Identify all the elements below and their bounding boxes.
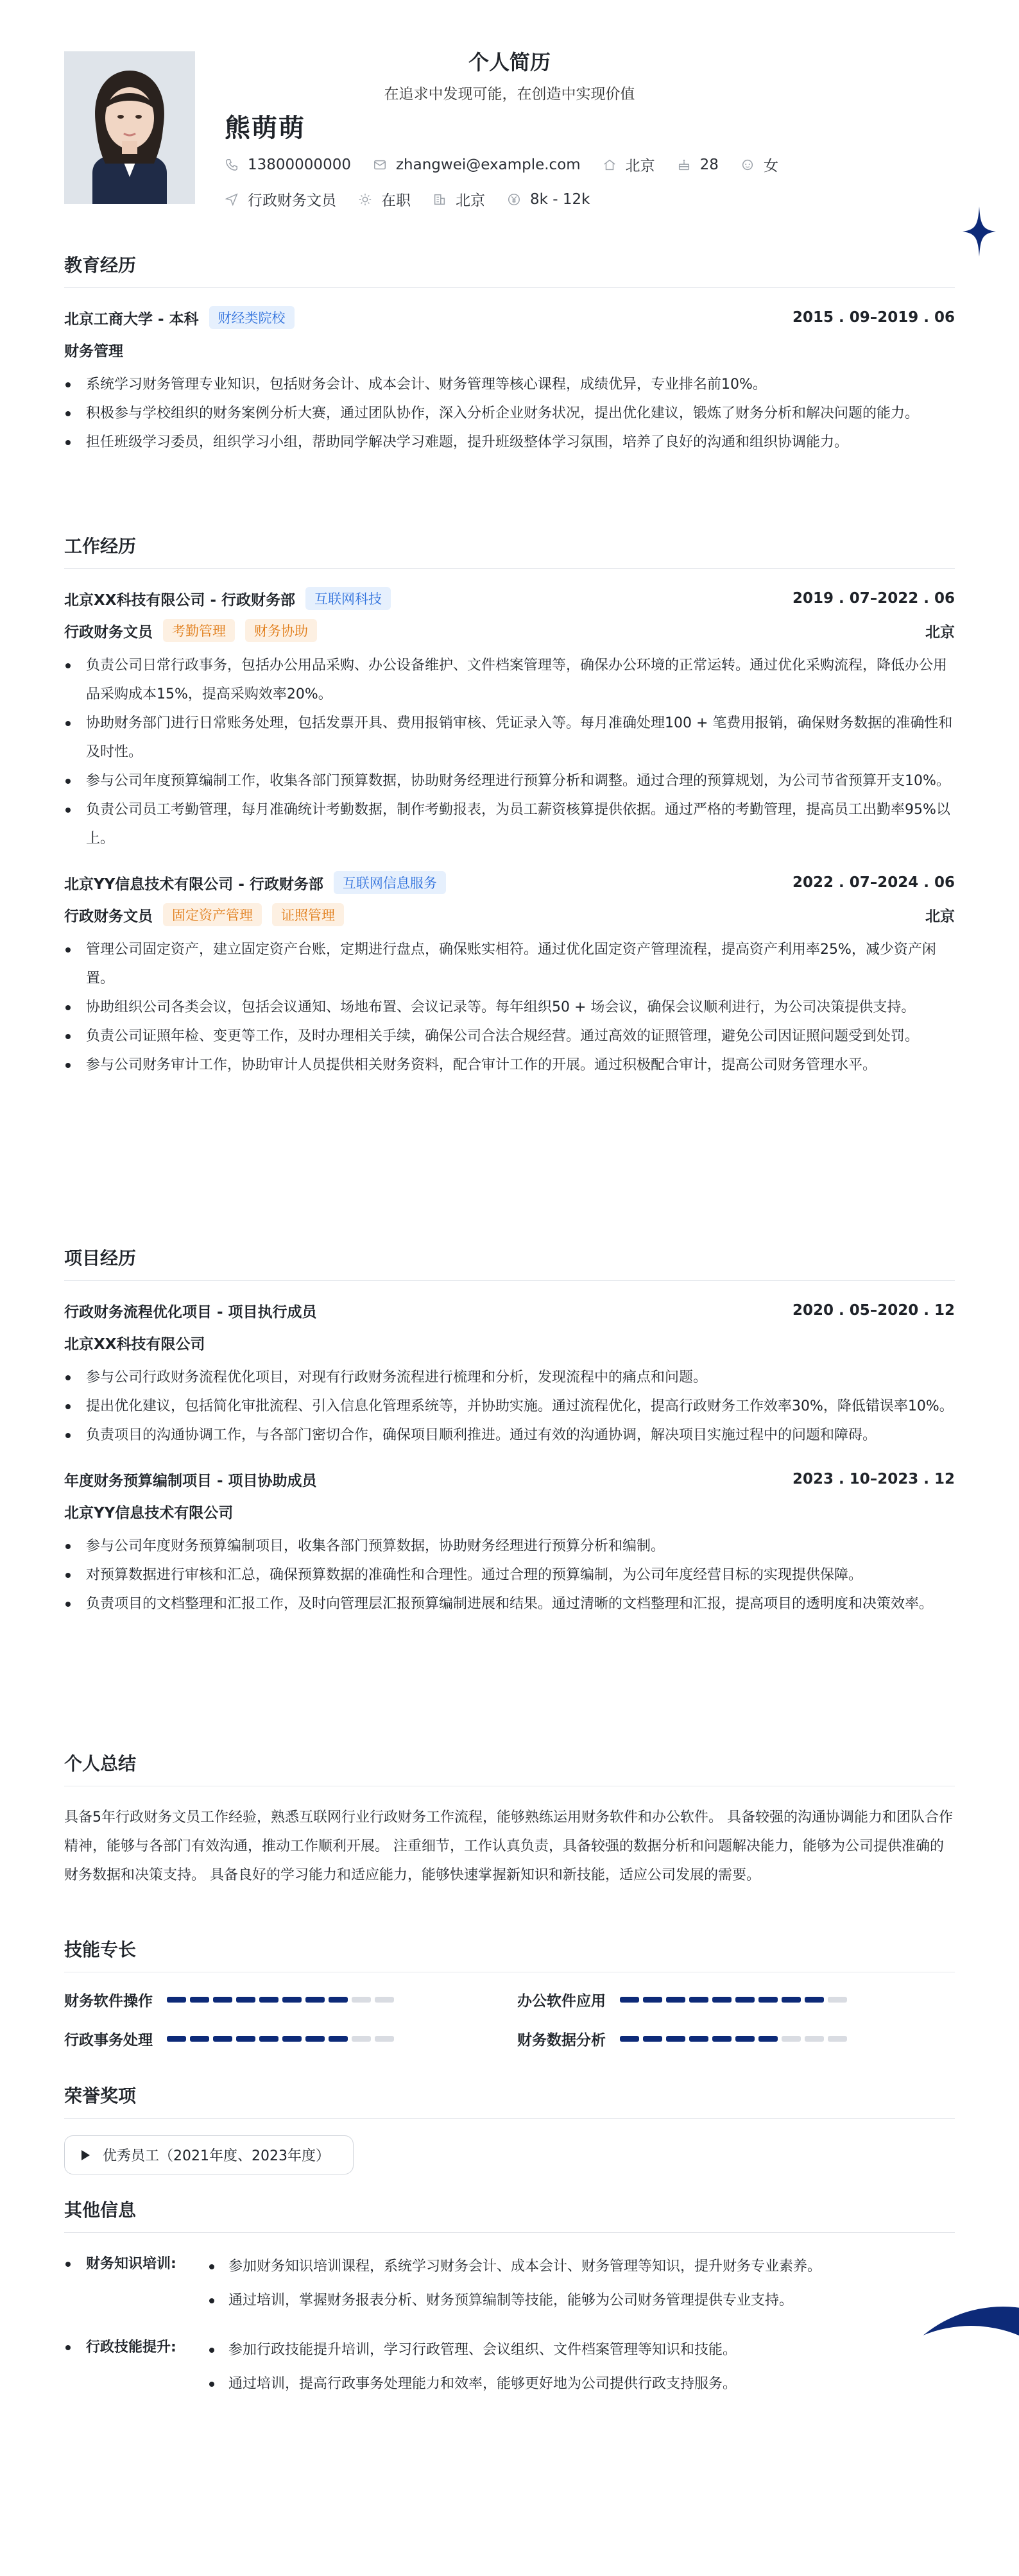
project-company: 北京XX科技有限公司 (64, 1335, 205, 1353)
skill-name: 财务软件操作 (64, 1993, 153, 2010)
role-row (64, 901, 955, 929)
skill-segment-empty (828, 1997, 847, 2003)
section-title: 工作经历 (64, 532, 955, 569)
skill-name: 办公软件应用 (517, 1993, 606, 2010)
skill-segment-filled (305, 2036, 325, 2042)
skill-level-bar (167, 1997, 394, 2003)
list-item: 积极参与学校组织的财务案例分析大赛，通过团队协作，深入分析企业财务状况，提出优化建议，锻炼了财务分析和解决问题的能力。 (64, 399, 955, 428)
skill-segment-filled (805, 1997, 824, 2003)
skill-segment-empty (828, 2036, 847, 2042)
project-bullets (64, 1532, 955, 1618)
skill-tag: 固定资产管理 (163, 903, 262, 926)
honor-text: 优秀员工（2021年度、2023年度） (103, 2148, 330, 2164)
skill-level-bar (620, 2036, 847, 2042)
contact-row (225, 154, 800, 175)
resume-title: 个人简历 (468, 50, 551, 74)
project-entry (64, 1466, 955, 1618)
skill-segment-filled (236, 1997, 255, 2003)
position-text: 行政财务文员 (248, 192, 336, 209)
project-company: 北京YY信息技术有限公司 (64, 1504, 234, 1521)
skill-segment-filled (329, 2036, 348, 2042)
list-item: 协助组织公司各类会议，包括会议通知、场地布置、会议记录等。每年组织50 + 场会议，确保会议顺利进行，为公司决策提供支持。 (64, 993, 955, 1022)
education-section (64, 251, 955, 457)
list-item: 参加财务知识培训课程，系统学习财务会计、成本会计、财务管理等知识，提升财务专业素养。 (209, 2250, 821, 2284)
job-date: 2022 . 07–2024 . 06 (792, 874, 955, 891)
list-item: 负责项目的沟通协调工作，与各部门密切合作，确保项目顺利推进。通过有效的沟通协调，解决项目实施过程中的问题和障碍。 (64, 1421, 955, 1450)
skill-segment-filled (236, 2036, 255, 2042)
list-item: 担任班级学习委员，组织学习小组，帮助同学解决学习难题，提升班级整体学习氛围，培养了良好的沟通和组织协调能力。 (64, 428, 955, 457)
school-name: 北京工商大学 - 本科 (64, 310, 199, 328)
project-date: 2023 . 10–2023 . 12 (792, 1471, 955, 1487)
skill-segment-filled (643, 2036, 662, 2042)
project-bullets (64, 1363, 955, 1450)
skill-item (517, 1989, 955, 2010)
project-name: 年度财务预算编制项目 - 项目协助成员 (64, 1472, 317, 1489)
honor-item[interactable] (64, 2135, 354, 2174)
gender-icon (741, 158, 755, 172)
other-label: 行政技能提升: (64, 2333, 209, 2401)
skill-segment-empty (352, 1997, 371, 2003)
job-city: 北京 (925, 908, 955, 925)
candidate-name: 熊萌萌 (225, 114, 305, 143)
job-bullets (64, 651, 955, 853)
skill-segment-filled (666, 1997, 685, 2003)
decor-arc-left-cut (0, 145, 55, 337)
skill-name: 财务数据分析 (517, 2032, 606, 2049)
summary-section (64, 1750, 955, 1890)
company-name: 北京XX科技有限公司 - 行政财务部 (64, 591, 296, 609)
skill-segment-filled (758, 2036, 778, 2042)
other-items (209, 2250, 821, 2318)
list-item: 参与公司行政财务流程优化项目，对现有行政财务流程进行梳理和分析，发现流程中的痛点和问题。 (64, 1363, 955, 1392)
list-item: 参与公司年度财务预算编制项目，收集各部门预算数据，协助财务经理进行预算分析和编制。 (64, 1532, 955, 1561)
skill-tag: 考勤管理 (163, 619, 235, 642)
section-title: 教育经历 (64, 251, 955, 288)
job-entry (64, 586, 955, 853)
project-head (64, 1298, 955, 1323)
gender-text: 女 (763, 158, 778, 174)
list-item: 参加行政技能提升培训，学习行政管理、会议组织、文件档案管理等知识和技能。 (209, 2333, 737, 2367)
skill-segment-filled (329, 1997, 348, 2003)
skill-segment-filled (259, 2036, 278, 2042)
sparkle-icon (963, 207, 996, 257)
other-label: 财务知识培训: (64, 2250, 209, 2318)
other-section (64, 2196, 955, 2416)
industry-tag: 互联网信息服务 (334, 871, 446, 894)
list-item: 负责公司日常行政事务，包括办公用品采购、办公设备维护、文件档案管理等，确保办公环境的正常运转。通过优化采购流程，降低办公用品采购成本15%，提高采购效率20%。 (64, 651, 955, 709)
building-icon (432, 192, 447, 207)
job-intent-row (225, 189, 612, 210)
job-bullets (64, 935, 955, 1080)
skills-section (64, 1936, 955, 2049)
list-item: 管理公司固定资产，建立固定资产台账，定期进行盘点，确保账实相符。通过优化固定资产管理流程，提高资产利用率25%，减少资产闲置。 (64, 935, 955, 993)
skill-segment-filled (712, 2036, 732, 2042)
skill-item (517, 2028, 955, 2049)
skill-segment-filled (643, 1997, 662, 2003)
salary-text: 8k - 12k (530, 191, 590, 208)
section-title: 荣誉奖项 (64, 2082, 955, 2119)
skill-segment-filled (190, 2036, 209, 2042)
skill-segment-filled (167, 1997, 186, 2003)
education-head (64, 305, 955, 330)
skill-item (64, 1989, 517, 2010)
skill-segment-filled (259, 1997, 278, 2003)
project-date: 2020 . 05–2020 . 12 (792, 1302, 955, 1319)
play-icon (81, 2150, 90, 2160)
job-city: 北京 (925, 623, 955, 641)
list-item: 参与公司年度预算编制工作，收集各部门预算数据，协助财务经理进行预算分析和调整。通过合理的预算规划，为公司节省预算开支10%。 (64, 767, 955, 795)
skill-segment-empty (352, 2036, 371, 2042)
section-title: 个人总结 (64, 1750, 955, 1786)
location-item (603, 154, 655, 175)
major-name: 财务管理 (64, 343, 123, 360)
major-row (64, 335, 955, 364)
job-date: 2019 . 07–2022 . 06 (792, 590, 955, 607)
phone-item (225, 157, 351, 173)
status-item (358, 189, 411, 210)
skill-tag: 证照管理 (272, 903, 344, 926)
skill-tag: 财务协助 (245, 619, 317, 642)
city-text: 北京 (456, 192, 485, 209)
skill-segment-empty (375, 1997, 394, 2003)
gender-item (741, 154, 778, 175)
school-tag: 财经类院校 (209, 306, 295, 329)
other-items (209, 2333, 737, 2401)
education-bullets (64, 370, 955, 457)
skill-name: 行政事务处理 (64, 2032, 153, 2049)
project-entry (64, 1298, 955, 1450)
status-text: 在职 (381, 192, 411, 209)
skill-segment-filled (735, 2036, 755, 2042)
skill-segment-filled (735, 1997, 755, 2003)
skill-segment-filled (213, 2036, 232, 2042)
skill-segment-empty (782, 2036, 801, 2042)
phone-icon (225, 158, 239, 172)
age-item (677, 157, 719, 173)
skill-segment-filled (689, 1997, 708, 2003)
list-item: 通过培训，提高行政事务处理能力和效率，能够更好地为公司提供行政支持服务。 (209, 2367, 737, 2401)
other-block (64, 2250, 955, 2318)
skill-level-bar (167, 2036, 394, 2042)
phone-text: 13800000000 (248, 156, 351, 173)
list-item: 负责项目的文档整理和汇报工作，及时向管理层汇报预算编制进展和结果。通过清晰的文档整理和汇报，提高项目的透明度和决策效率。 (64, 1589, 955, 1618)
resume-subtitle: 在追求中发现可能，在创造中实现价值 (384, 86, 635, 103)
mail-icon (373, 158, 387, 172)
skill-segment-filled (712, 1997, 732, 2003)
skill-segment-filled (167, 2036, 186, 2042)
salary-item (507, 191, 590, 208)
other-block (64, 2333, 955, 2401)
list-item: 系统学习财务管理专业知识，包括财务会计、成本会计、财务管理等核心课程，成绩优异，专业排名前10%。 (64, 370, 955, 399)
send-icon (225, 192, 239, 207)
skill-segment-filled (666, 2036, 685, 2042)
list-item: 协助财务部门进行日常账务处理，包括发票开具、费用报销审核、凭证录入等。每月准确处理100 + 笔费用报销，确保财务数据的准确性和及时性。 (64, 709, 955, 767)
role-name: 行政财务文员 (64, 623, 153, 641)
job-entry (64, 870, 955, 1080)
project-head (64, 1466, 955, 1492)
project-name: 行政财务流程优化项目 - 项目执行成员 (64, 1303, 317, 1321)
role-row (64, 616, 955, 645)
skill-segment-filled (305, 1997, 325, 2003)
skill-item (64, 2028, 517, 2049)
list-item: 通过培训，掌握财务报表分析、财务预算编制等技能，能够为公司财务管理提供专业支持。 (209, 2284, 821, 2318)
location-text: 北京 (625, 158, 655, 174)
settings-icon (358, 192, 372, 207)
home-icon (603, 158, 617, 172)
list-item: 负责公司员工考勤管理，每月准确统计考勤数据，制作考勤报表，为员工薪资核算提供依据。通过严格的考勤管理，提高员工出勤率95%以上。 (64, 795, 955, 853)
skills-grid (64, 1989, 955, 2049)
age-text: 28 (699, 156, 719, 173)
skill-segment-filled (689, 2036, 708, 2042)
work-section (64, 532, 955, 1080)
email-item (373, 157, 581, 173)
skill-segment-filled (282, 1997, 302, 2003)
skill-segment-filled (620, 1997, 639, 2003)
skill-segment-filled (782, 1997, 801, 2003)
job-head (64, 870, 955, 895)
skill-segment-filled (282, 2036, 302, 2042)
position-item (225, 189, 336, 210)
role-name: 行政财务文员 (64, 908, 153, 925)
list-item: 对预算数据进行审核和汇总，确保预算数据的准确性和合理性。通过合理的预算编制，为公司年度经营目标的实现提供保障。 (64, 1561, 955, 1589)
list-item: 负责公司证照年检、变更等工作，及时办理相关手续，确保公司合法合规经营。通过高效的证照管理，避免公司因证照问题受到处罚。 (64, 1022, 955, 1051)
skill-segment-empty (375, 2036, 394, 2042)
section-title: 项目经历 (64, 1244, 955, 1281)
city-item (432, 189, 485, 210)
email-text: zhangwei@example.com (395, 156, 581, 173)
skill-segment-filled (190, 1997, 209, 2003)
skill-segment-filled (620, 2036, 639, 2042)
section-title: 其他信息 (64, 2196, 955, 2233)
skill-segment-empty (805, 2036, 824, 2042)
resume-header (64, 0, 955, 218)
company-name: 北京YY信息技术有限公司 - 行政财务部 (64, 876, 323, 893)
education-date: 2015 . 09–2019 . 06 (792, 309, 955, 326)
section-title: 技能专长 (64, 1936, 955, 1972)
project-company-row (64, 1328, 955, 1357)
money-icon (507, 192, 521, 207)
honors-section (64, 2082, 955, 2174)
list-item: 提出优化建议，包括简化审批流程、引入信息化管理系统等，并协助实施。通过流程优化，提高行政财务工作效率30%，降低错误率10%。 (64, 1392, 955, 1421)
industry-tag: 互联网科技 (305, 587, 391, 610)
job-head (64, 586, 955, 611)
skill-segment-filled (213, 1997, 232, 2003)
summary-text: 具备5年行政财务文员工作经验，熟悉互联网行业行政财务工作流程，能够熟练运用财务软件和办公软件。 具备较强的沟通协调能力和团队合作精神，能够与各部门有效沟通，推动工作顺利开展。 注重细节，工作认真负责，具备较强的数据分析和问题解决能力，能够为公司提供准确的财务数据和决策支持。 具备良好的学习能力和适应能力，能够快速掌握新知识和新技能，适应公司发展的需要。 (64, 1809, 953, 1883)
project-company-row (64, 1497, 955, 1525)
list-item: 参与公司财务审计工作，协助审计人员提供相关财务资料，配合审计工作的开展。通过积极配合审计，提高公司财务管理水平。 (64, 1051, 955, 1080)
skill-segment-filled (758, 1997, 778, 2003)
projects-section (64, 1244, 955, 1618)
cake-icon (677, 158, 691, 172)
skill-level-bar (620, 1997, 847, 2003)
